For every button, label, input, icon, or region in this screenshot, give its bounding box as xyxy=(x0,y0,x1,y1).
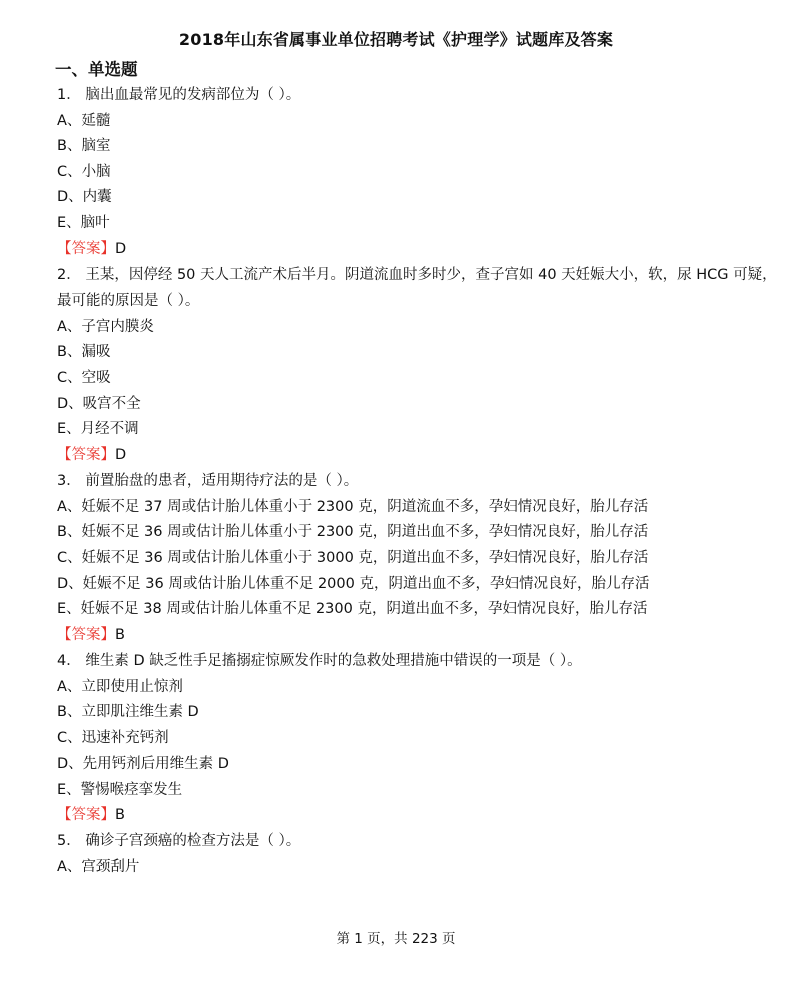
answer-tag: 【答案】 xyxy=(57,807,115,823)
question-2-answer xyxy=(57,445,126,465)
question-3-option-a: A、妊娠不足 37 周或估计胎儿体重小于 2300 克，阴道流血不多，孕妇情况良好，胎儿存活 xyxy=(57,499,649,515)
question-3-stem: 3． 前置胎盘的患者，适用期待疗法的是（ ）。 xyxy=(57,473,359,489)
document-title: 2018年山东省属事业单位招聘考试《护理学》试题库及答案 xyxy=(178,30,614,49)
question-2-option-b: B、漏吸 xyxy=(57,344,111,360)
question-1-option-b: B、脑室 xyxy=(57,138,111,154)
question-1-stem: 1． 脑出血最常见的发病部位为（ ）。 xyxy=(57,87,301,103)
section-heading: 一、单选题 xyxy=(55,60,138,79)
question-4-option-a: A、立即使用止惊剂 xyxy=(57,679,183,695)
question-1-option-d: D、内囊 xyxy=(57,189,112,205)
answer-tag: 【答案】 xyxy=(57,627,115,643)
question-3-option-e: E、妊娠不足 38 周或估计胎儿体重不足 2300 克，阴道出血不多，孕妇情况良好，胎儿存活 xyxy=(57,601,648,617)
answer-value: D xyxy=(115,447,127,463)
answer-value: D xyxy=(115,241,127,257)
answer-tag: 【答案】 xyxy=(57,241,115,257)
question-2-option-d: D、吸宫不全 xyxy=(57,396,141,412)
answer-value: B xyxy=(115,627,125,643)
question-3-option-c: C、妊娠不足 36 周或估计胎儿体重小于 3000 克，阴道出血不多，孕妇情况良好，胎儿存活 xyxy=(57,550,649,566)
question-1-option-a: A、延髓 xyxy=(57,113,111,129)
question-4-option-b: B、立即肌注维生素 D xyxy=(57,704,199,720)
question-3-option-d: D、妊娠不足 36 周或估计胎儿体重不足 2000 克，阴道出血不多，孕妇情况良好，胎儿存活 xyxy=(57,576,650,592)
question-4-stem: 4． 维生素 D 缺乏性手足搐搦症惊厥发作时的急救处理措施中错误的一项是（ ）。 xyxy=(57,653,582,669)
question-4-option-e: E、警惕喉痉挛发生 xyxy=(57,782,183,798)
question-3-answer xyxy=(57,625,125,645)
question-2-stem-continued: 最可能的原因是（ ）。 xyxy=(57,293,200,309)
question-2-option-a: A、子宫内膜炎 xyxy=(57,319,154,335)
question-1-answer xyxy=(57,239,126,259)
question-1-option-e: E、脑叶 xyxy=(57,215,110,231)
question-5-stem: 5． 确诊子宫颈癌的检查方法是（ ）。 xyxy=(57,833,301,849)
page-footer: 第 1 页，共 223 页 xyxy=(336,931,456,947)
question-1-option-c: C、小脑 xyxy=(57,164,111,180)
question-4-answer xyxy=(57,805,125,825)
question-4-option-d: D、先用钙剂后用维生素 D xyxy=(57,756,229,772)
question-3-option-b: B、妊娠不足 36 周或估计胎儿体重小于 2300 克，阴道出血不多，孕妇情况良好，胎儿存活 xyxy=(57,524,649,540)
question-2-stem: 2． 王某，因停经 50 天人工流产术后半月。阴道流血时多时少，查子宫如 40 天妊娠大小，软，尿 HCG 可疑， xyxy=(57,267,777,283)
question-2-option-c: C、空吸 xyxy=(57,370,111,386)
question-2-option-e: E、月经不调 xyxy=(57,421,139,437)
question-5-option-a: A、宫颈刮片 xyxy=(57,859,140,875)
answer-value: B xyxy=(115,807,125,823)
answer-tag: 【答案】 xyxy=(57,447,115,463)
question-4-option-c: C、迅速补充钙剂 xyxy=(57,730,169,746)
